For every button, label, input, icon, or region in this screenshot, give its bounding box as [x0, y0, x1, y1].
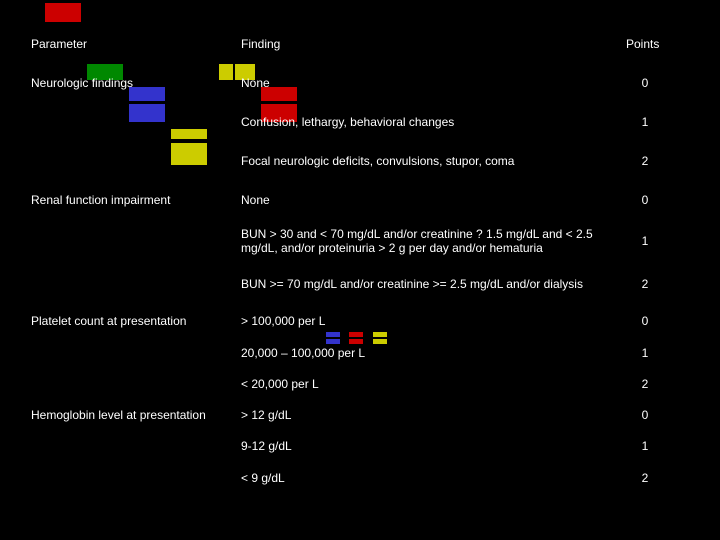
points-value: 1 — [641, 234, 649, 248]
finding-text: BUN > 30 and < 70 mg/dL and/or creatinine ? 1.5 mg/dL and < 2.5 mg/dL, and/or proteinuria > 2 g per day and/or hematuria — [241, 227, 593, 255]
finding-text: None — [241, 76, 270, 90]
points-value: 1 — [641, 115, 649, 129]
blue-block — [326, 339, 340, 344]
header-finding: Finding — [241, 37, 281, 51]
points-value: 0 — [641, 314, 649, 328]
finding-text: > 100,000 per L — [241, 314, 326, 328]
blue-block — [129, 87, 165, 101]
points-value: 1 — [641, 346, 649, 360]
header-points: Points — [626, 37, 660, 51]
finding-text: 20,000 – 100,000 per L — [241, 346, 366, 360]
finding-text: > 12 g/dL — [241, 408, 292, 422]
points-value: 0 — [641, 408, 649, 422]
red-block — [349, 339, 363, 344]
finding-text: Focal neurologic deficits, convulsions, stupor, coma — [241, 154, 515, 168]
finding-text: < 20,000 per L — [241, 377, 319, 391]
finding-text: < 9 g/dL — [241, 471, 285, 485]
red-block — [349, 332, 363, 337]
yellow-block — [171, 129, 207, 139]
points-value: 0 — [641, 76, 649, 90]
finding-text: Confusion, lethargy, behavioral changes — [241, 115, 455, 129]
parameter-label: Platelet count at presentation — [31, 314, 187, 328]
parameter-label: Neurologic findings — [31, 76, 134, 90]
points-value: 2 — [641, 277, 649, 291]
yellow-block — [171, 143, 207, 165]
finding-text: 9-12 g/dL — [241, 439, 292, 453]
yellow-block — [373, 332, 387, 337]
parameter-label: Hemoglobin level at presentation — [31, 408, 206, 422]
blue-block — [326, 332, 340, 337]
yellow-block — [219, 64, 233, 80]
header-parameter: Parameter — [31, 37, 88, 51]
red-block — [45, 3, 81, 22]
points-value: 0 — [641, 193, 649, 207]
parameter-label: Renal function impairment — [31, 193, 171, 207]
points-value: 1 — [641, 439, 649, 453]
finding-text: BUN >= 70 mg/dL and/or creatinine >= 2.5 mg/dL and/or dialysis — [241, 277, 583, 291]
points-value: 2 — [641, 471, 649, 485]
points-value: 2 — [641, 377, 649, 391]
finding-text: None — [241, 193, 270, 207]
blue-block — [129, 104, 165, 122]
points-value: 2 — [641, 154, 649, 168]
yellow-block — [373, 339, 387, 344]
